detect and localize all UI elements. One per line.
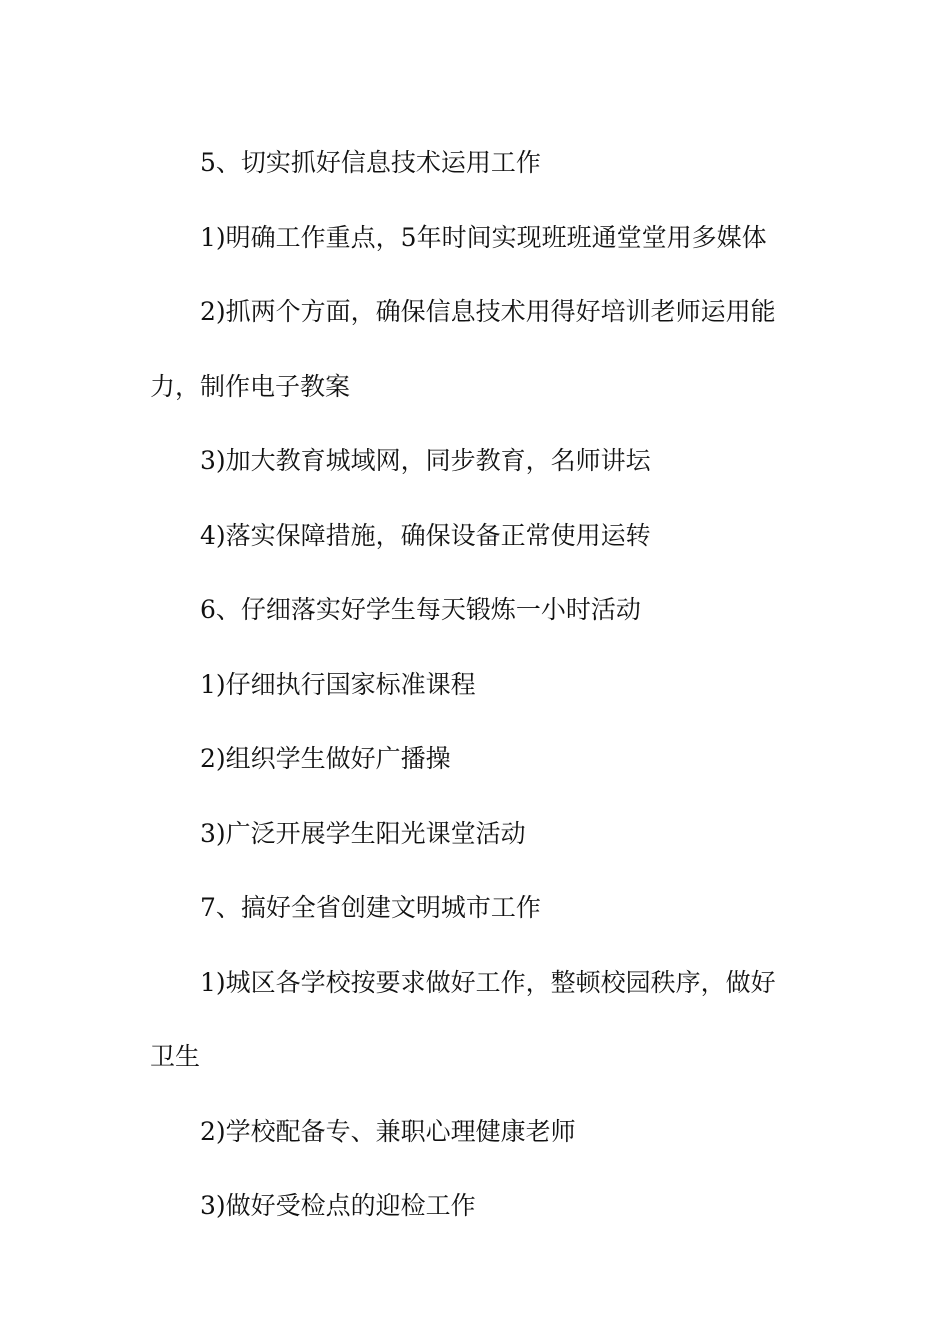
sub-item-5-4: 4)落实保障措施，确保设备正常使用运转 [200, 520, 651, 550]
sub-item-7-3: 3)做好受检点的迎检工作 [200, 1191, 476, 1220]
sub-item-7-2: 2)学校配备专、兼职心理健康老师 [200, 1116, 576, 1146]
sub-item-6-2: 2)组织学生做好广播操 [200, 744, 451, 773]
sub-item-7-1: 1)城区各学校按要求做好工作，整顿校园秩序，做好卫生 [150, 967, 776, 1071]
sub-item-6-1: 1)仔细执行国家标准课程 [200, 669, 476, 699]
sub-item-5-2: 2)抓两个方面，确保信息技术用得好培训老师运用能力，制作电子教案 [150, 297, 776, 401]
heading-item-5: 5、切实抓好信息技术运用工作 [200, 148, 541, 177]
sub-item-5-3: 3)加大教育城域网，同步教育，名师讲坛 [200, 446, 651, 475]
heading-item-7: 7、搞好全省创建文明城市工作 [200, 893, 541, 922]
heading-item-6: 6、仔细落实好学生每天锻炼一小时活动 [200, 595, 641, 624]
document-body [150, 126, 800, 1244]
sub-item-6-3: 3)广泛开展学生阳光课堂活动 [200, 818, 526, 848]
sub-item-5-1: 1)明确工作重点，5年时间实现班班通堂堂用多媒体 [200, 222, 767, 252]
